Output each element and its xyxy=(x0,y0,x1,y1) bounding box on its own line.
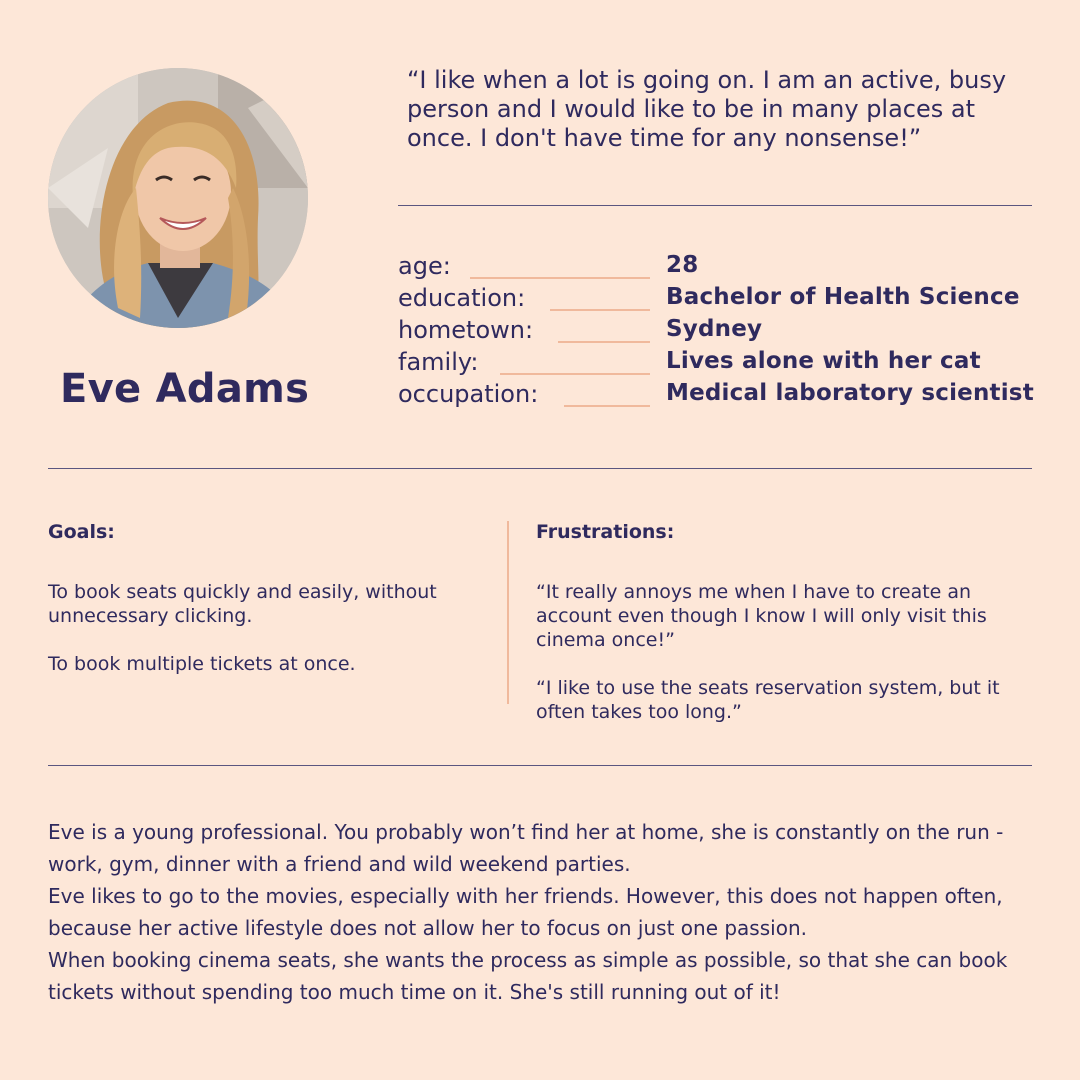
frustration-item: “It really annoys me when I have to create an account even though I know I will only visit this cinema once!” xyxy=(536,581,987,651)
goals-section xyxy=(48,520,488,700)
detail-leader-line xyxy=(500,373,650,375)
detail-label: age: xyxy=(398,252,451,280)
goal-item: To book multiple tickets at once. xyxy=(48,653,356,675)
persona-name: Eve Adams xyxy=(60,366,310,412)
detail-value: Bachelor of Health Science xyxy=(666,284,1020,310)
detail-row-age xyxy=(398,252,1038,284)
detail-row-occupation xyxy=(398,380,1038,412)
goals-title: Goals: xyxy=(48,521,115,543)
divider-details xyxy=(48,468,1032,469)
bio-paragraph: Eve likes to go to the movies, especially with her friends. However, this does not happen often, because her active lifestyle does not allow her to focus on just one passion. xyxy=(48,884,1003,940)
detail-leader-line xyxy=(564,405,650,407)
detail-leader-line xyxy=(550,309,650,311)
detail-value: 28 xyxy=(666,252,699,278)
detail-row-family xyxy=(398,348,1038,380)
bio-paragraph: When booking cinema seats, she wants the process as simple as possible, so that she can book tickets without spending too much time on it. She's still running out of it! xyxy=(48,948,1008,1004)
detail-label: occupation: xyxy=(398,380,539,408)
frustrations-title: Frustrations: xyxy=(536,521,675,543)
divider-quote xyxy=(398,205,1032,206)
detail-leader-line xyxy=(558,341,650,343)
detail-label: education: xyxy=(398,284,526,312)
persona-quote: “I like when a lot is going on. I am an active, busy person and I would like to be in many places at once. I don't have time for any nonsense!” xyxy=(407,66,1007,152)
detail-value: Medical laboratory scientist xyxy=(666,380,1034,406)
bio-paragraph: Eve is a young professional. You probably won’t find her at home, she is constantly on the run - work, gym, dinner with a friend and wild weekend parties. xyxy=(48,820,1004,876)
detail-value: Lives alone with her cat xyxy=(666,348,981,374)
detail-value: Sydney xyxy=(666,316,763,342)
persona-bio xyxy=(48,816,1048,1008)
detail-label: hometown: xyxy=(398,316,534,344)
detail-row-hometown xyxy=(398,316,1038,348)
frustration-item: “I like to use the seats reservation system, but it often takes too long.” xyxy=(536,677,1000,723)
avatar xyxy=(48,68,308,328)
column-divider xyxy=(507,521,509,704)
persona-details xyxy=(398,252,1038,412)
goal-item: To book seats quickly and easily, without unnecessary clicking. xyxy=(48,581,437,627)
detail-label: family: xyxy=(398,348,479,376)
detail-row-education xyxy=(398,284,1038,316)
divider-goals xyxy=(48,765,1032,766)
persona-photo xyxy=(48,68,308,328)
frustrations-section xyxy=(536,520,1046,748)
detail-leader-line xyxy=(470,277,650,279)
